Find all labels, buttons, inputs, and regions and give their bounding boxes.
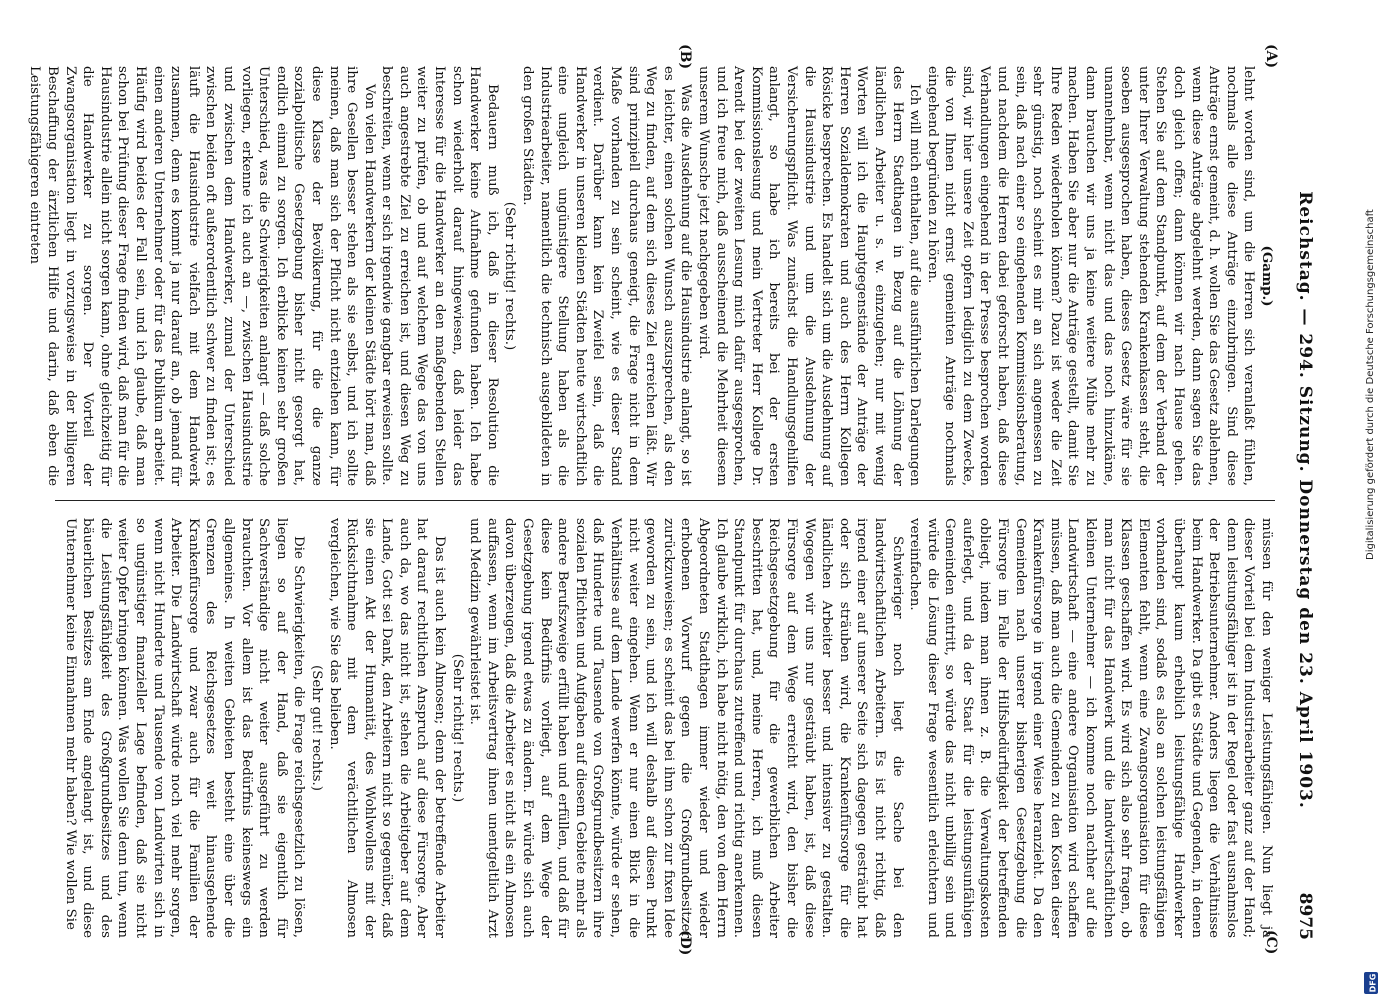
margin-marker-d: (D): [677, 930, 693, 956]
paragraph: Ich will mich enthalten, auf die ausführlichen Darlegungen des Herrn Stadthagen in Bezug auf die Löhnung der ländlichen Arbeiter u. s. w. einzugehen; nur mit wenig Worten will ich die Hauptgegenstände der Anträge der Herren Sozialdemokraten und auch des Herrn Kollegen Rösicke besprechen. Es handelt sich um die Ausdehnung auf die Hausindustrie und um die Ausdehnung der Versicherungspflicht. Was zunächst die Handlungsgehilfen anlangt, so habe ich bereits bei der ersten Kommissionslesung und mein Vertreter Herr Kollege Dr. Arendt bei der zweiten Lesung mich dafür ausgesprochen, und ich freue mich, daß ausscheinend die Mehrheit diesem unserem Wunsche jetzt nachgegeben wird.: [696, 66, 923, 486]
page-number: 8975: [1295, 892, 1315, 940]
paragraph: Das ist auch kein Almosen; denn der betreffende Arbeiter hat darauf rechtlichen Anspruch auf diese Fürsorge. Aber auch da, wo das nicht ist, stehen die Arbeitgeber auf dem Lande, Gott sei Dank, den Arbeitern nicht so gegenüber, daß sie einen Akt der Humanität, des Wohlwollens mit der Rücksichtnahme mit dem verächtlichen Almosen vergleichen, wie Sie das belieben.: [326, 518, 448, 938]
paragraph: Bedauern muß ich, daß in dieser Resolution die Handwerker keine Aufnahme gefunden haben. Ich habe schon wiederholt darauf hingewiesen, daß leider das Interesse für die Handwerker an den maßgebenden Stellen weiter zu prüfen, ob und auf welchem Wege das von uns auch angestrebte Ziel zu erreichen ist, und diesen Weg zu beschreiten, wenn er sich irgendwie gangbar erweisen sollte.: [379, 66, 500, 486]
running-head: Reichstag. — 294. Sitzung. Donnerstag den 23. April 1903.: [1295, 191, 1315, 809]
paragraph: lehnt worden sind, um die Herren sich veranlaßt fühlen, nochmals alle diese Anträge einzubringen. Sind diese Anträge ernst gemeint, d. h. wollen Sie das Gesetz ablehnen, wenn diese Anträge abgelehnt werden, dann sagen Sie das doch gleich offen; dann können wir nach Hause gehen. Stehen Sie auf dem Standpunkt, auf dem der Verband der unter Ihrer Verwaltung stehenden Krankenkassen steht, die soeben ausgesprochen haben, dieses Gesetz wäre für sie unannehmbar, wenn nicht das und das noch hinzukäme, dann brauchen wir uns ja keine weitere Mühe mehr zu machen. Haben Sie aber nur die Anträge gestellt, damit Sie Ihre Reden wiederholen können? Dazu ist weder die Zeit sehr günstig, noch scheint es mir an sich angemessen zu sein, daß nach einer so eingehenden Kommissionsberatung, und nachdem die Herren dabei geforscht haben, daß diese Verhandlungen eingehend in der Presse besprochen worden sind, wir hier unsere Zeit opfern lediglich zu dem Zwecke, die von Ihnen nicht ernst gemeinten Anträge nochmals eingehend begründen zu hören.: [924, 66, 1257, 486]
right-text-column: [45, 518, 1275, 938]
page-header: [1285, 60, 1315, 940]
paragraph: Schwieriger noch liegt die Sache bei den landwirtschaftlichen Arbeitern. Es ist nicht richtig, daß irgend einer auf unserer Seite sich dagegen gesträubt hat oder sich sträuben wird, die Krankenfürsorge für die ländlichen Arbeiter besser und intensiver zu gestalten. Wogegen wir uns nur gesträubt haben, ist, daß diese Fürsorge auf dem Wege erreicht wird, den bisher die Reichsgesetzgebung für die gewerblichen Arbeiter beschritten hat, und, meine Herren, ich muß diesen Standpunkt für durchaus zutreffend und richtig anerkennen. Ich glaube wirklich, ich habe nicht nötig, den von dem Herrn Abgeordneten Stadthagen immer wieder und wieder erhobenen Vorwurf gegen die Großgrundbesitzer zurückzuweisen; es scheint das bei ihm schon zur fixen Idee geworden zu sein, und ich will deshalb auf diesen Punkt nicht weiter eingehen. Wenn er nur einen Blick in die Verhältnisse auf dem Lande werfen könnte, würde er sehen, daß Hunderte und Tausende von Großgrundbesitzern ihre sozialen Pflichten und Aufgaben auf diesem Gebiete mehr als andere Berufszweige erfüllt haben und erfüllen, und daß für diese kein Bedürfnis vorliegt, auf dem Wege der Gesetzgebung irgend etwas zu ändern. Er würde sich auch davon überzeugen, daß die Arbeiter es nicht als ein Almosen auffassen, wenn im Arbeitsvertrag ihnen unentgeltlich Arzt und Medizin gewährleistet ist.: [467, 518, 905, 938]
margin-marker-c: (C): [1263, 930, 1279, 955]
margin-marker-b: (B): [677, 44, 693, 70]
dfg-logo: DFG: [1364, 972, 1378, 994]
applause-note: (Sehr gut! rechts.): [308, 664, 324, 791]
applause-note: (Sehr richtig! rechts.): [502, 201, 518, 351]
margin-marker-a: (A): [1263, 44, 1279, 69]
paragraph: Die Schwierigkeiten, die Frage reichsgesetzlich zu lösen, liegen so auf der Hand, daß sie eigentlich für Sachverständige nicht weiter ausgeführt zu werden brauchten. Vor allem ist das Bedürfnis keineswegs ein allgemeines. In weiten Gebieten besteht eine über die Grenzen des Reichsgesetzes weit hinausgehende Krankenfürsorge und zwar auch für die Familien der Arbeiter. Die Landwirtschaft würde noch viel mehr sorgen, wenn nicht Hunderte und Tausende von Landwirten sich in so ungünstiger finanzieller Lage befinden, daß sie nicht weiter Opfer bringen können. Was wollen Sie denn tun, wenn die Leistungsfähigkeit des Großgrundbesitzes und des bäuerlichen Besitzes am Ende angelangt ist, und diese Unternehmer keine Einnahmen mehr haben? Wie wollen Sie: [62, 518, 307, 938]
column-divider: [55, 500, 1275, 501]
digitization-credit: Digitalisierung gefördert durch die Deutsche Forschungsgemeinschaft: [1365, 209, 1376, 560]
paragraph: Was die Ausdehnung auf die Hausindustrie anlangt, so ist es leichter, einen solchen Wunsch auszusprechen, als den Weg zu finden, auf dem sich dieses Ziel erreichen läßt. Wir sind prinzipiell durchaus geneigt, die Frage nicht in dem Maße vorhanden zu sein scheint, wie es dieser Stand verdient. Darüber kann kein Zweifel sein, daß die Handwerker in unseren kleinen Städten heute wirtschaftlich eine ungleich ungünstigere Stellung haben als die Industriearbeiter, namentlich die technisch ausgebildeten in den großen Städten.: [520, 66, 694, 486]
left-text-column: [27, 66, 1275, 486]
applause-note: (Sehr richtig! rechts.): [449, 653, 465, 803]
paragraph: müssen für den weniger Leistungsfähigen. Nun liegt ja dieser Vorteil bei dem Industriearbeiter ganz auf der Hand; denn leistungsfähiger ist in der Regel oder fast ausnahmslos der Betriebsunternehmer. Anders liegen die Verhältnisse beim Handwerker. Da gibt es Städte und Gegenden, in denen überhaupt kaum erheblich leistungsfähige Handwerker vorhanden sind, sodaß es also an solchen leistungsfähigen Elementen fehlt, wenn eine Zwangsorganisation für diese Klassen geschaffen wird. Es wird sich also sehr fragen, ob man nicht für das Handwerk und die landwirtschaftlichen kleinen Unternehmer — ich komme noch nachher auf die Landwirtschaft — eine andere Organisation wird schaffen müssen, daß man auch die Gemeinden zu den Kosten dieser Krankenfürsorge in irgend einer Weise heranzieht. Da den Gemeinden nach unserer bisherigen Gesetzgebung die Fürsorge im Falle der Hilfsbedürftigkeit der betreffenden obliegt, indem man ihnen z. B. die Verwaltungskosten auferlegt, und da der Staat für die leistungsunfähigen Gemeinden eintritt, so würde das nicht unbillig sein und würde die Lösung dieser Frage wesentlich erleichtern und vereinfachen.: [907, 518, 1274, 938]
paragraph: Von vielen Handwerkern der kleinen Städte hört man, daß ihre Gesellen besser stehen als sie selbst, und ich sollte meinen, daß man sich der Pflicht nicht entziehen kann, für diese Klasse der Bevölkerung, für die die ganze sozialpolitische Gesetzgebung bisher nicht gesorgt hat, endlich einmal zu sorgen. Ich erblicke keinen sehr großen Unterschied, was die Schwierigkeiten anlangt — daß solche vorliegen, erkenne ich auch an —, zwischen Hausindustrie und zwischen dem Handwerker, zumal der Unterschied zwischen beiden oft außerordentlich schwer zu finden ist; es läuft die Hausindustrie vielfach mit dem Handwerk zusammen, denn es kommt ja nur darauf an, ob jemand für einen anderen Unternehmer oder für das Publikum arbeitet. Häufig wird beides der Fall sein, und ich glaube, daß man schon bei Prüfung dieser Frage finden wird, daß man für die Hausindustrie allein nicht sorgen kann, ohne gleichzeitig für die Handwerker zu sorgen. Der Vorteil der Zwangsorganisation liegt in vorzugsweise in der billigeren Beschaffung der ärztlichen Hilfe und darin, daß eben die Leistungsfähigeren eintreten: [27, 66, 377, 486]
speaker-label: (Gamp.): [1259, 245, 1275, 307]
